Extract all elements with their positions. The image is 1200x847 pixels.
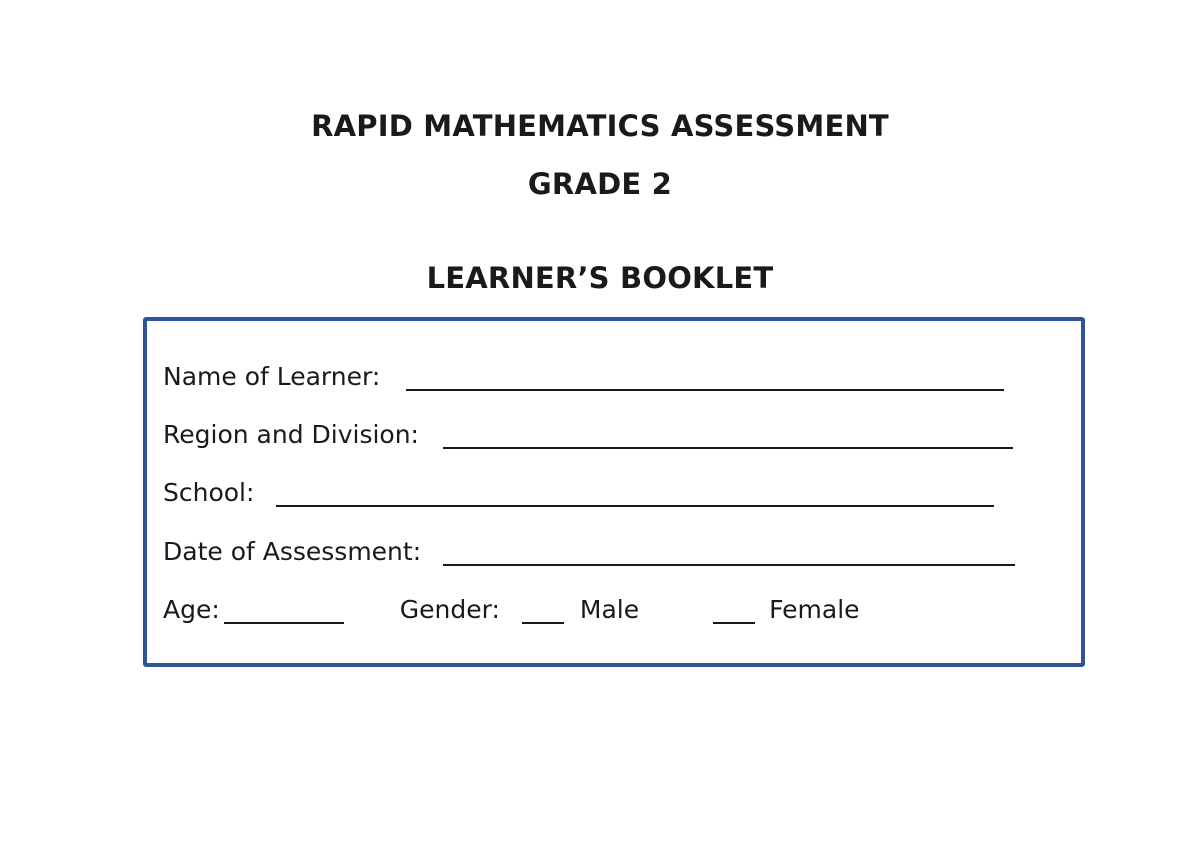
age-gender-row: [163, 592, 860, 624]
page-title: RAPID MATHEMATICS ASSESSMENT: [311, 109, 889, 143]
school-row: [163, 475, 994, 507]
date-field[interactable]: [443, 540, 1015, 566]
school-field[interactable]: [276, 481, 994, 507]
region-row: [163, 417, 1013, 449]
male-option-label: Male: [579, 595, 640, 624]
region-field[interactable]: [443, 423, 1013, 449]
female-option-blank[interactable]: [713, 598, 755, 624]
region-label: Region and Division:: [163, 420, 419, 449]
age-field[interactable]: [224, 598, 344, 624]
date-row: [163, 534, 1015, 566]
school-label: School:: [163, 478, 255, 507]
date-label: Date of Assessment:: [163, 537, 422, 566]
name-field[interactable]: [406, 365, 1004, 391]
age-label: Age:: [163, 595, 220, 624]
booklet-heading: LEARNER’S BOOKLET: [426, 261, 774, 295]
grade-heading: GRADE 2: [527, 167, 673, 201]
female-option-label: Female: [769, 595, 860, 624]
gender-label: Gender:: [399, 595, 500, 624]
name-row: [163, 359, 1004, 391]
name-label: Name of Learner:: [163, 362, 381, 391]
male-option-blank[interactable]: [522, 598, 564, 624]
learner-info-box: [143, 317, 1085, 667]
